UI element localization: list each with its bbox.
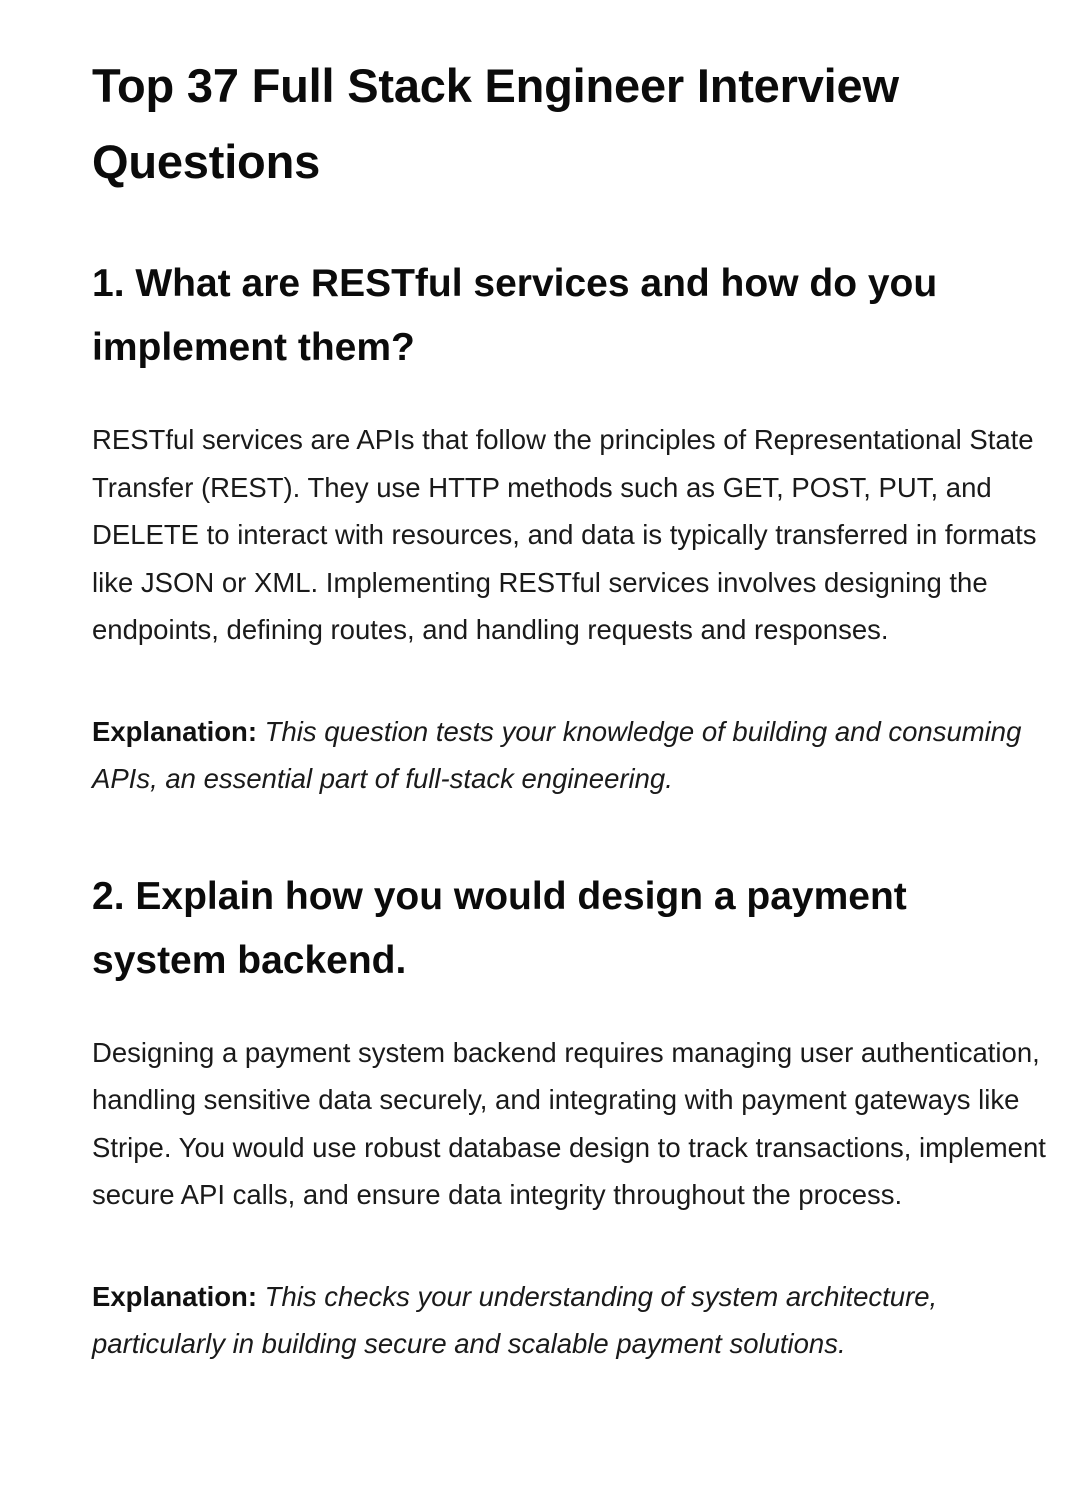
explanation-paragraph	[92, 1273, 1032, 1368]
explanation-label: Explanation:	[92, 715, 258, 747]
explanation-label: Explanation:	[92, 1280, 258, 1312]
question-heading: 1. What are RESTful services and how do you implement them?	[92, 262, 938, 369]
question-section-1	[92, 252, 1050, 803]
question-heading: 2. Explain how you would design a payment system backend.	[92, 874, 907, 982]
answer-paragraph: Designing a payment system backend requires managing user authentication, handling sensitive data securely, and integrating with payment gateways like Stripe. You would use robust database design to track transactions, implement secure API calls, and ensure data integrity throughout the process.	[92, 1036, 1046, 1210]
explanation-text: This checks your understanding of system architecture, particularly in building secure and scalable payment solutions.	[92, 1280, 938, 1359]
page-title: Top 37 Full Stack Engineer Interview Questions	[92, 59, 899, 188]
explanation-paragraph	[92, 708, 1032, 803]
explanation-text: This question tests your knowledge of building and consuming APIs, an essential part of full-stack engineering.	[92, 715, 1022, 794]
question-section-2	[92, 865, 1050, 1368]
answer-paragraph: RESTful services are APIs that follow the principles of Representational State Transfer (REST). They use HTTP methods such as GET, POST, PUT, and DELETE to interact with resources, and data is typically transferred in formats like JSON or XML. Implementing RESTful services involves designing the endpoints, defining routes, and handling requests and responses.	[92, 424, 1037, 645]
